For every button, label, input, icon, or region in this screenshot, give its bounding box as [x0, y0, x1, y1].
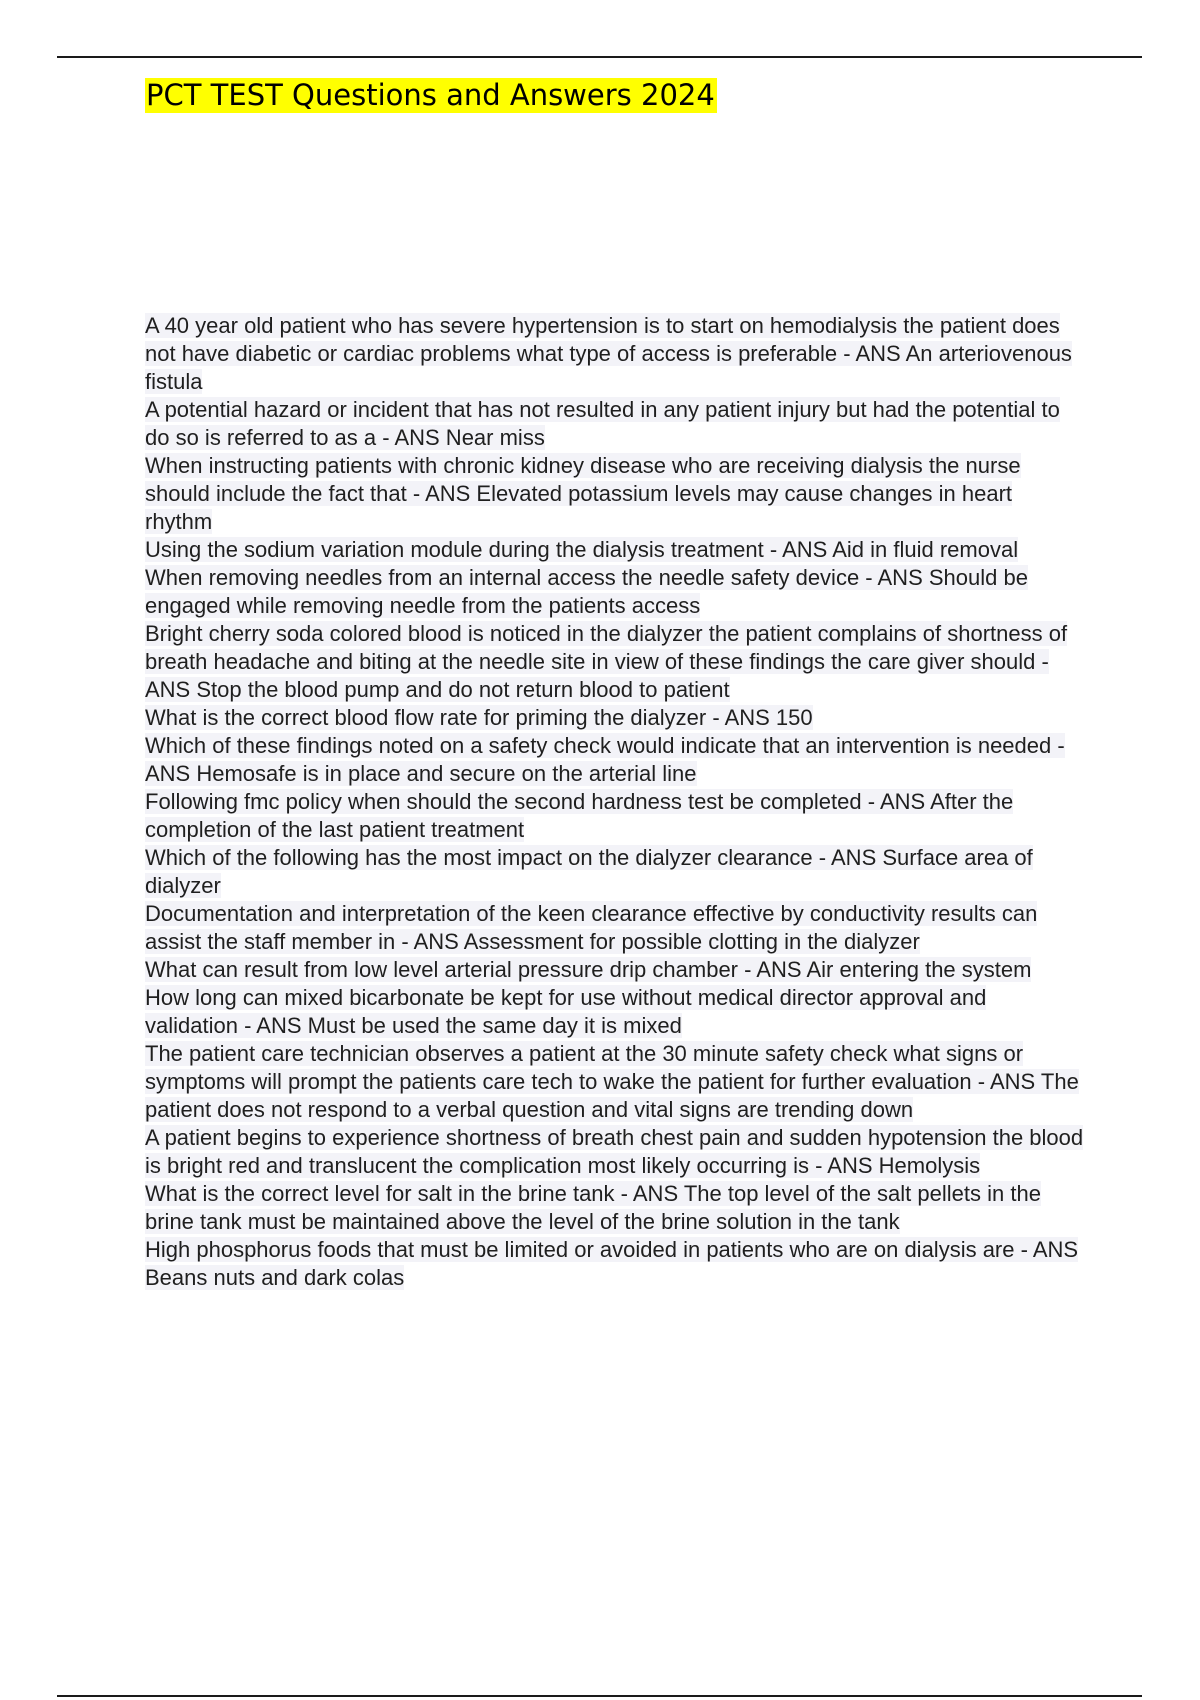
qa-entry-text: What is the correct level for salt in the brine tank - ANS The top level of the salt pellets in the brine tank must be maintained above the level of the brine solution in the tank [145, 1181, 1041, 1234]
qa-entry-text: When instructing patients with chronic kidney disease who are receiving dialysis the nurse should include the fact that - ANS Elevated potassium levels may cause changes in heart rhythm [145, 453, 1021, 534]
qa-entry-text: Following fmc policy when should the second hardness test be completed - ANS After the completion of the last patient treatment [145, 789, 1014, 842]
qa-entry-text: Which of these findings noted on a safety check would indicate that an intervention is needed - ANS Hemosafe is in place and secure on the arterial line [145, 733, 1065, 786]
qa-entry [145, 452, 1085, 536]
document-title-text: PCT TEST Questions and Answers 2024 [146, 78, 715, 112]
top-rule [57, 56, 1142, 58]
qa-entry [145, 536, 1085, 564]
qa-entry-text: A 40 year old patient who has severe hypertension is to start on hemodialysis the patient does not have diabetic or cardiac problems what type of access is preferable - ANS An arteriovenous fistula [145, 313, 1072, 394]
qa-entry [145, 984, 1085, 1040]
qa-entry-text: Documentation and interpretation of the keen clearance effective by conductivity results can assist the staff member in - ANS Assessment for possible clotting in the dialyzer [145, 901, 1038, 954]
qa-entry [145, 956, 1085, 984]
qa-entry-text: The patient care technician observes a patient at the 30 minute safety check what signs or symptoms will prompt the patients care tech to wake the patient for further evaluation - ANS The patient does not respond to a verbal question and vital signs are trending down [145, 1041, 1079, 1122]
qa-entry-text: How long can mixed bicarbonate be kept for use without medical director approval and validation - ANS Must be used the same day it is mixed [145, 985, 987, 1038]
qa-entry [145, 844, 1085, 900]
bottom-rule [57, 1695, 1142, 1697]
qa-entry [145, 1124, 1085, 1180]
qa-entry [145, 1040, 1085, 1124]
qa-entry [145, 900, 1085, 956]
qa-entry-text: When removing needles from an internal access the needle safety device - ANS Should be engaged while removing needle from the patients access [145, 565, 1028, 618]
qa-entry-text: Bright cherry soda colored blood is noticed in the dialyzer the patient complains of shortness of breath headache and biting at the needle site in view of these findings the care giver should - ANS Stop the blood pump and do not return blood to patient [145, 621, 1068, 702]
qa-entry [145, 396, 1085, 452]
qa-entry-text: A patient begins to experience shortness of breath chest pain and sudden hypotension the blood is bright red and translucent the complication most likely occurring is - ANS Hemolysis [145, 1125, 1084, 1178]
qa-entry [145, 620, 1085, 704]
qa-entry [145, 1180, 1085, 1236]
qa-entry [145, 704, 1085, 732]
qa-entry [145, 312, 1085, 396]
qa-entry-text: High phosphorus foods that must be limited or avoided in patients who are on dialysis are - ANS Beans nuts and dark colas [145, 1237, 1079, 1290]
qa-list [145, 312, 1085, 1292]
document-title [145, 73, 717, 117]
qa-entry-text: A potential hazard or incident that has not resulted in any patient injury but had the potential to do so is referred to as a - ANS Near miss [145, 397, 1060, 450]
qa-entry [145, 564, 1085, 620]
qa-entry-text: Using the sodium variation module during the dialysis treatment - ANS Aid in fluid removal [145, 537, 1019, 562]
qa-entry [145, 1236, 1085, 1292]
qa-entry-text: Which of the following has the most impact on the dialyzer clearance - ANS Surface area of dialyzer [145, 845, 1033, 898]
qa-entry [145, 732, 1085, 788]
qa-entry-text: What is the correct blood flow rate for priming the dialyzer - ANS 150 [145, 705, 813, 730]
qa-entry-text: What can result from low level arterial pressure drip chamber - ANS Air entering the system [145, 957, 1032, 982]
qa-entry [145, 788, 1085, 844]
